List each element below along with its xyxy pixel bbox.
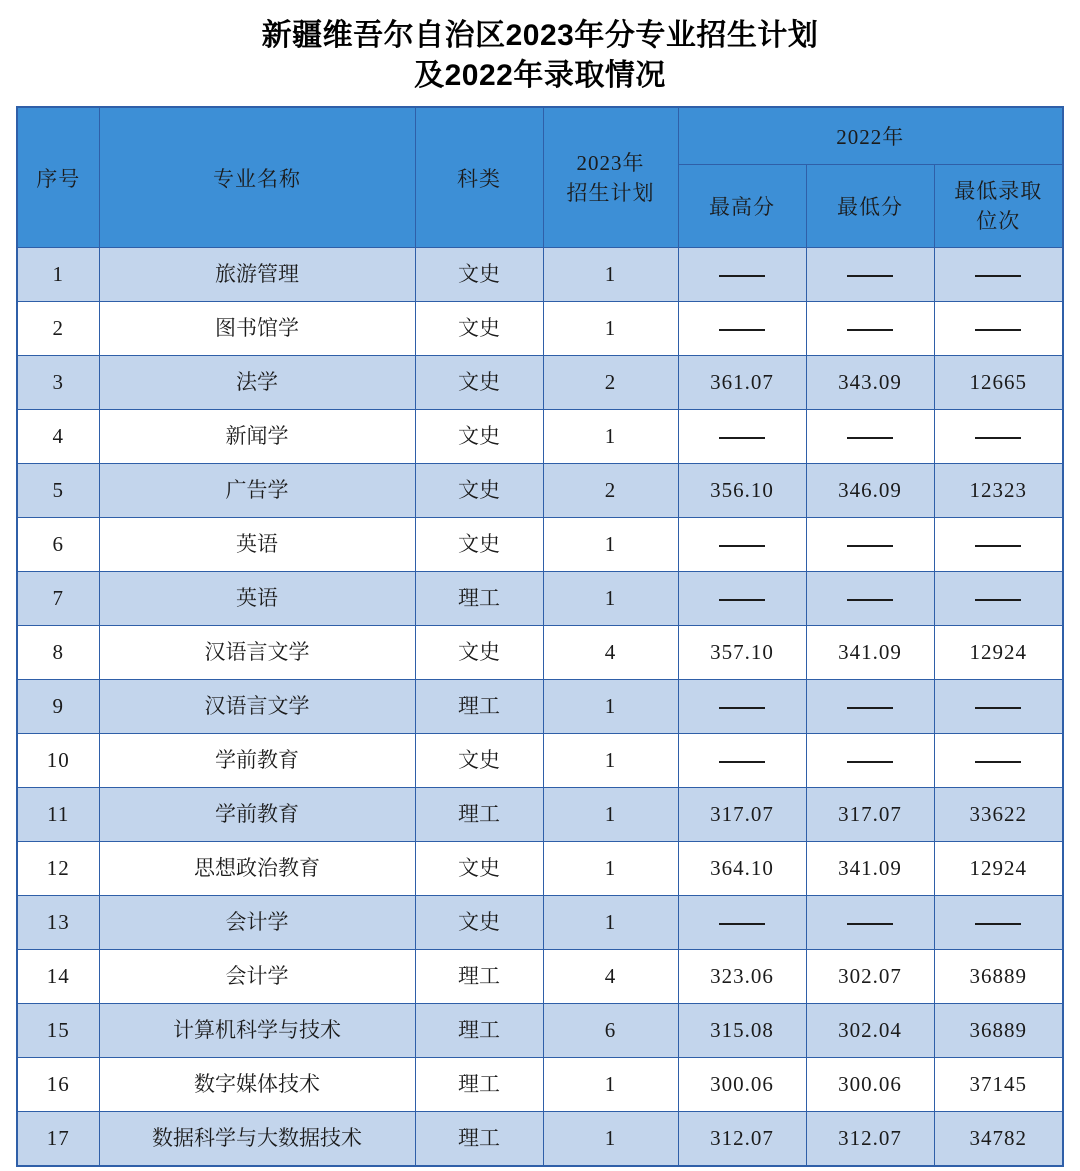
cell-major: 汉语言文学 xyxy=(99,680,415,734)
table-row xyxy=(17,1004,1063,1058)
header-no: 序号 xyxy=(17,107,99,248)
cell-min-score xyxy=(806,248,934,302)
cell-rank: 12323 xyxy=(934,464,1063,518)
empty-dash xyxy=(975,761,1021,763)
admission-plan-table xyxy=(16,106,1064,1167)
cell-min-score: 341.09 xyxy=(806,842,934,896)
cell-rank: 12924 xyxy=(934,842,1063,896)
empty-dash xyxy=(847,599,893,601)
cell-plan: 1 xyxy=(543,896,678,950)
cell-no: 2 xyxy=(17,302,99,356)
table-row xyxy=(17,302,1063,356)
table-row xyxy=(17,842,1063,896)
header-rank-line1: 最低录取 xyxy=(954,179,1043,203)
empty-dash xyxy=(847,329,893,331)
cell-category: 文史 xyxy=(415,356,543,410)
header-row-1 xyxy=(17,107,1063,165)
cell-rank xyxy=(934,680,1063,734)
table-row xyxy=(17,464,1063,518)
cell-rank xyxy=(934,248,1063,302)
table-row xyxy=(17,518,1063,572)
cell-major: 旅游管理 xyxy=(99,248,415,302)
cell-rank: 12665 xyxy=(934,356,1063,410)
empty-dash xyxy=(719,437,765,439)
cell-category: 文史 xyxy=(415,518,543,572)
cell-major: 汉语言文学 xyxy=(99,626,415,680)
cell-plan: 2 xyxy=(543,356,678,410)
cell-category: 文史 xyxy=(415,410,543,464)
empty-dash xyxy=(719,923,765,925)
cell-category: 文史 xyxy=(415,248,543,302)
table-row xyxy=(17,248,1063,302)
cell-plan: 1 xyxy=(543,788,678,842)
cell-max-score xyxy=(678,248,806,302)
cell-rank xyxy=(934,410,1063,464)
header-max-score: 最高分 xyxy=(678,165,806,248)
cell-plan: 6 xyxy=(543,1004,678,1058)
cell-min-score: 302.04 xyxy=(806,1004,934,1058)
cell-major: 计算机科学与技术 xyxy=(99,1004,415,1058)
cell-rank: 34782 xyxy=(934,1112,1063,1167)
cell-no: 13 xyxy=(17,896,99,950)
cell-rank xyxy=(934,572,1063,626)
cell-major: 数据科学与大数据技术 xyxy=(99,1112,415,1167)
cell-min-score xyxy=(806,518,934,572)
cell-category: 文史 xyxy=(415,302,543,356)
cell-max-score xyxy=(678,302,806,356)
empty-dash xyxy=(975,545,1021,547)
table-row xyxy=(17,734,1063,788)
cell-no: 6 xyxy=(17,518,99,572)
empty-dash xyxy=(847,923,893,925)
cell-min-score xyxy=(806,680,934,734)
table-row xyxy=(17,788,1063,842)
cell-min-score: 343.09 xyxy=(806,356,934,410)
cell-plan: 1 xyxy=(543,842,678,896)
table-header xyxy=(17,107,1063,248)
cell-max-score xyxy=(678,518,806,572)
cell-plan: 2 xyxy=(543,464,678,518)
table-body xyxy=(17,248,1063,1167)
empty-dash xyxy=(719,329,765,331)
cell-no: 12 xyxy=(17,842,99,896)
cell-category: 理工 xyxy=(415,950,543,1004)
header-group-2022: 2022年 xyxy=(678,107,1063,165)
cell-plan: 4 xyxy=(543,950,678,1004)
cell-rank: 36889 xyxy=(934,950,1063,1004)
cell-rank: 12924 xyxy=(934,626,1063,680)
cell-plan: 1 xyxy=(543,518,678,572)
page-title xyxy=(0,0,1080,106)
table-row xyxy=(17,896,1063,950)
cell-plan: 1 xyxy=(543,734,678,788)
cell-major: 会计学 xyxy=(99,950,415,1004)
cell-plan: 1 xyxy=(543,1058,678,1112)
table-row xyxy=(17,572,1063,626)
cell-rank: 33622 xyxy=(934,788,1063,842)
header-plan xyxy=(543,107,678,248)
cell-min-score xyxy=(806,302,934,356)
header-rank xyxy=(934,165,1063,248)
cell-plan: 1 xyxy=(543,410,678,464)
cell-major: 广告学 xyxy=(99,464,415,518)
cell-category: 理工 xyxy=(415,1112,543,1167)
cell-no: 8 xyxy=(17,626,99,680)
cell-max-score xyxy=(678,734,806,788)
cell-max-score xyxy=(678,410,806,464)
cell-min-score xyxy=(806,410,934,464)
empty-dash xyxy=(847,437,893,439)
empty-dash xyxy=(847,707,893,709)
cell-rank xyxy=(934,518,1063,572)
empty-dash xyxy=(975,923,1021,925)
empty-dash xyxy=(975,599,1021,601)
cell-max-score xyxy=(678,896,806,950)
cell-plan: 1 xyxy=(543,680,678,734)
empty-dash xyxy=(719,545,765,547)
cell-no: 7 xyxy=(17,572,99,626)
empty-dash xyxy=(719,275,765,277)
empty-dash xyxy=(975,275,1021,277)
cell-no: 3 xyxy=(17,356,99,410)
cell-plan: 1 xyxy=(543,248,678,302)
cell-category: 理工 xyxy=(415,1004,543,1058)
cell-min-score: 312.07 xyxy=(806,1112,934,1167)
cell-category: 理工 xyxy=(415,1058,543,1112)
cell-no: 14 xyxy=(17,950,99,1004)
empty-dash xyxy=(847,275,893,277)
cell-max-score: 317.07 xyxy=(678,788,806,842)
cell-max-score: 312.07 xyxy=(678,1112,806,1167)
cell-min-score xyxy=(806,734,934,788)
cell-max-score: 357.10 xyxy=(678,626,806,680)
table-row xyxy=(17,356,1063,410)
header-plan-line1: 2023年 xyxy=(576,150,645,175)
header-major: 专业名称 xyxy=(99,107,415,248)
cell-max-score: 361.07 xyxy=(678,356,806,410)
cell-major: 思想政治教育 xyxy=(99,842,415,896)
cell-category: 文史 xyxy=(415,464,543,518)
cell-max-score: 364.10 xyxy=(678,842,806,896)
cell-max-score: 356.10 xyxy=(678,464,806,518)
empty-dash xyxy=(847,761,893,763)
cell-category: 文史 xyxy=(415,626,543,680)
cell-no: 16 xyxy=(17,1058,99,1112)
cell-plan: 1 xyxy=(543,302,678,356)
table-container xyxy=(0,106,1080,1167)
cell-min-score: 317.07 xyxy=(806,788,934,842)
table-row xyxy=(17,410,1063,464)
empty-dash xyxy=(719,761,765,763)
cell-min-score xyxy=(806,572,934,626)
cell-rank xyxy=(934,302,1063,356)
cell-major: 会计学 xyxy=(99,896,415,950)
cell-no: 1 xyxy=(17,248,99,302)
cell-major: 英语 xyxy=(99,518,415,572)
cell-category: 文史 xyxy=(415,842,543,896)
cell-max-score: 300.06 xyxy=(678,1058,806,1112)
table-row xyxy=(17,1112,1063,1167)
cell-major: 数字媒体技术 xyxy=(99,1058,415,1112)
cell-major: 新闻学 xyxy=(99,410,415,464)
empty-dash xyxy=(975,329,1021,331)
cell-min-score: 302.07 xyxy=(806,950,934,1004)
empty-dash xyxy=(719,599,765,601)
cell-category: 文史 xyxy=(415,734,543,788)
title-line-1: 新疆维吾尔自治区2023年分专业招生计划 xyxy=(261,19,819,52)
cell-plan: 1 xyxy=(543,572,678,626)
cell-max-score xyxy=(678,680,806,734)
header-min-score: 最低分 xyxy=(806,165,934,248)
cell-category: 文史 xyxy=(415,896,543,950)
table-row xyxy=(17,950,1063,1004)
cell-no: 10 xyxy=(17,734,99,788)
cell-min-score: 346.09 xyxy=(806,464,934,518)
table-row xyxy=(17,1058,1063,1112)
cell-no: 15 xyxy=(17,1004,99,1058)
cell-no: 11 xyxy=(17,788,99,842)
cell-max-score xyxy=(678,572,806,626)
cell-category: 理工 xyxy=(415,572,543,626)
cell-min-score: 341.09 xyxy=(806,626,934,680)
header-rank-line2: 位次 xyxy=(976,209,1021,233)
cell-rank: 37145 xyxy=(934,1058,1063,1112)
cell-major: 学前教育 xyxy=(99,788,415,842)
cell-max-score: 323.06 xyxy=(678,950,806,1004)
cell-no: 9 xyxy=(17,680,99,734)
cell-min-score: 300.06 xyxy=(806,1058,934,1112)
cell-rank xyxy=(934,896,1063,950)
title-line-2: 及2022年录取情况 xyxy=(414,59,666,92)
table-row xyxy=(17,626,1063,680)
cell-major: 英语 xyxy=(99,572,415,626)
cell-rank xyxy=(934,734,1063,788)
cell-plan: 1 xyxy=(543,1112,678,1167)
cell-category: 理工 xyxy=(415,788,543,842)
cell-max-score: 315.08 xyxy=(678,1004,806,1058)
table-row xyxy=(17,680,1063,734)
empty-dash xyxy=(975,707,1021,709)
header-category: 科类 xyxy=(415,107,543,248)
cell-category: 理工 xyxy=(415,680,543,734)
empty-dash xyxy=(847,545,893,547)
cell-no: 4 xyxy=(17,410,99,464)
cell-no: 17 xyxy=(17,1112,99,1167)
empty-dash xyxy=(975,437,1021,439)
cell-min-score xyxy=(806,896,934,950)
cell-plan: 4 xyxy=(543,626,678,680)
empty-dash xyxy=(719,707,765,709)
cell-major: 法学 xyxy=(99,356,415,410)
header-plan-line2: 招生计划 xyxy=(566,180,655,205)
cell-rank: 36889 xyxy=(934,1004,1063,1058)
cell-no: 5 xyxy=(17,464,99,518)
cell-major: 图书馆学 xyxy=(99,302,415,356)
cell-major: 学前教育 xyxy=(99,734,415,788)
